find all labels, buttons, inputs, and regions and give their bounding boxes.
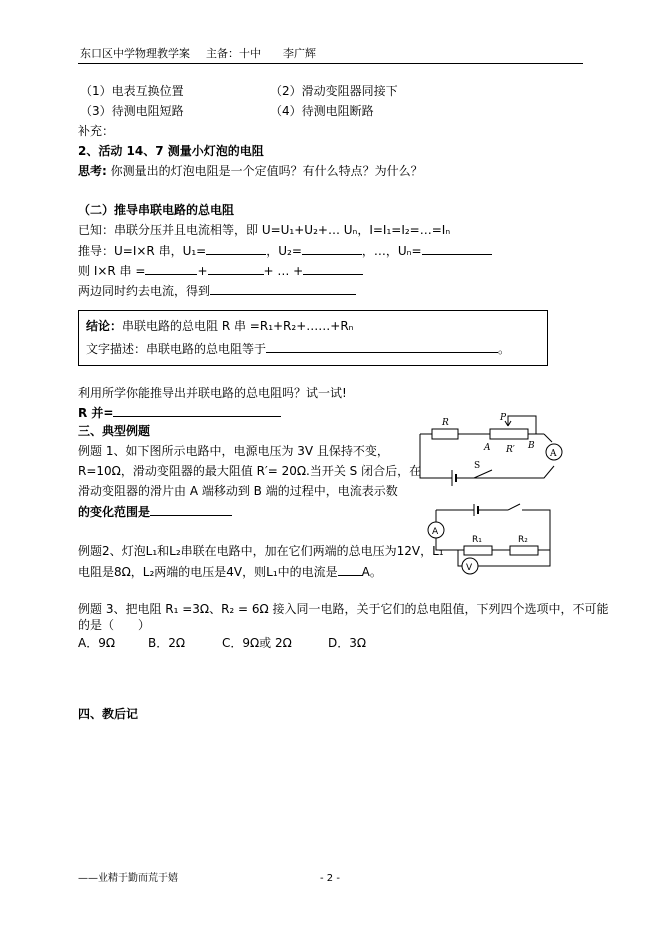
- parallel-question: 利用所学你能推导出并联电路的总电阻吗？试一试!: [78, 386, 347, 400]
- label-r-prime: R′: [506, 445, 515, 455]
- choice-a: A．9Ω: [78, 636, 116, 650]
- label-r2: R₂: [518, 535, 528, 545]
- example3-line1: 例题 3、把电阻 R₁ =3Ω、R₂ = 6Ω 接入同一电路，关于它们的总电阻值，下列四个选项中，不可能: [78, 602, 609, 616]
- then-plus-1: +: [197, 264, 208, 278]
- then-plus-2: + … +: [263, 264, 304, 278]
- then-blank-1[interactable]: [145, 262, 197, 275]
- section2-title: （二）推导串联电路的总电阻: [78, 203, 235, 217]
- example1-line1: 例题 1、如下图所示电路中，电源电压为 3V 且保持不变，: [78, 444, 389, 458]
- label-r: R: [442, 418, 449, 428]
- circuit-diagram-2: [424, 492, 560, 580]
- label-p: P: [500, 413, 507, 423]
- option-1: （1）电表互换位置: [80, 84, 184, 98]
- text-desc-blank[interactable]: [266, 340, 498, 353]
- choice-d: D．3Ω: [328, 636, 367, 650]
- both-sides-text: 两边同时约去电流，得到: [78, 284, 211, 298]
- label-a: A: [484, 443, 491, 453]
- example1-range-text: 的变化范围是: [78, 505, 151, 519]
- example1-line3: 滑动变阻器的滑片由 A 端移动到 B 端的过程中，电流表示数: [78, 484, 398, 498]
- text-desc-end: 。: [498, 342, 511, 356]
- derive-text-a: 推导：U=I×R 串，U₁=: [78, 244, 207, 258]
- derive-line: [78, 242, 492, 259]
- example1-blank[interactable]: [150, 503, 232, 516]
- derive-blank-3[interactable]: [422, 242, 492, 255]
- page-number: - 2 -: [320, 873, 340, 884]
- both-sides-line: [78, 282, 356, 299]
- footer-motto: ——业精于勤而荒于嬉: [78, 873, 178, 884]
- example2-line1: 例题2、灯泡L₁和L₂串联在电路中，加在它们两端的总电压为12V，L₁: [78, 544, 444, 558]
- label-r1: R₁: [472, 535, 482, 545]
- example3-line2: 的是（ ）: [78, 618, 151, 632]
- section4-title: 四、教后记: [78, 707, 139, 721]
- r-parallel-blank[interactable]: [113, 404, 281, 417]
- header-rule: [78, 63, 583, 64]
- example2-unit: A。: [361, 565, 382, 579]
- voltmeter-label: V: [466, 563, 473, 573]
- conclusion-text: 串联电路的总电阻 R 串 =R₁+R₂+……+Rₙ: [122, 319, 354, 333]
- r-parallel-line: [78, 404, 281, 421]
- derive-blank-2[interactable]: [302, 242, 362, 255]
- conclusion-label: 结论：: [86, 319, 123, 333]
- think-label: 思考:: [78, 164, 107, 178]
- supplement-label: 补充：: [78, 124, 115, 138]
- both-sides-blank[interactable]: [210, 282, 356, 295]
- header-school: 东口区中学物理教学案: [80, 47, 190, 60]
- section3-title: 三、典型例题: [78, 424, 151, 438]
- rheostat: [490, 429, 528, 439]
- then-text: 则 I×R 串 =: [78, 264, 146, 278]
- think-line: [78, 163, 423, 179]
- label-s: S: [474, 461, 481, 471]
- example2-text: 电阻是8Ω，L₂两端的电压是4V，则L₁中的电流是: [78, 565, 338, 579]
- choice-b: B．2Ω: [148, 636, 186, 650]
- option-3: （3）待测电阻短路: [80, 104, 184, 118]
- circuit-diagram-1: [412, 408, 572, 490]
- resistor-r2: [510, 546, 538, 555]
- text-desc: 文字描述：串联电路的总电阻等于: [86, 342, 267, 356]
- think-text: 你测量出的灯泡电阻是一个定值吗？有什么特点？为什么？: [110, 164, 423, 178]
- example2-line2: [78, 563, 382, 580]
- derive-text-b: ，U₂=: [266, 244, 302, 258]
- known-line: 已知：串联分压并且电流相等，即 U=U₁+U₂+… Uₙ，I=I₁=I₂=…=Iₙ: [78, 223, 451, 237]
- conclusion-line: [86, 318, 353, 334]
- ammeter-2-label: A: [432, 527, 439, 537]
- label-b: B: [528, 441, 535, 451]
- resistor-r1: [464, 546, 492, 555]
- header-author: 主备：十中 李广辉: [206, 47, 316, 60]
- then-blank-2[interactable]: [208, 262, 264, 275]
- option-4: （4）待测电阻断路: [270, 104, 374, 118]
- example2-blank[interactable]: [338, 563, 362, 576]
- ammeter-label: A: [550, 449, 557, 459]
- resistor-r: [432, 429, 458, 439]
- r-parallel-label: R 并=: [78, 406, 114, 420]
- activity-title: 2、活动 14、7 测量小灯泡的电阻: [78, 144, 264, 158]
- then-line: [78, 262, 363, 279]
- example1-line4: [78, 503, 232, 520]
- text-desc-line: [86, 340, 510, 357]
- derive-text-c: ，…，Uₙ=: [361, 244, 422, 258]
- derive-blank-1[interactable]: [206, 242, 266, 255]
- example1-line2: R=10Ω，滑动变阻器的最大阻值 R′= 20Ω.当开关 S 闭合后，在: [78, 464, 422, 478]
- option-2: （2）滑动变阻器同接下: [270, 84, 398, 98]
- choice-c: C．9Ω或 2Ω: [222, 636, 292, 650]
- then-blank-3[interactable]: [303, 262, 363, 275]
